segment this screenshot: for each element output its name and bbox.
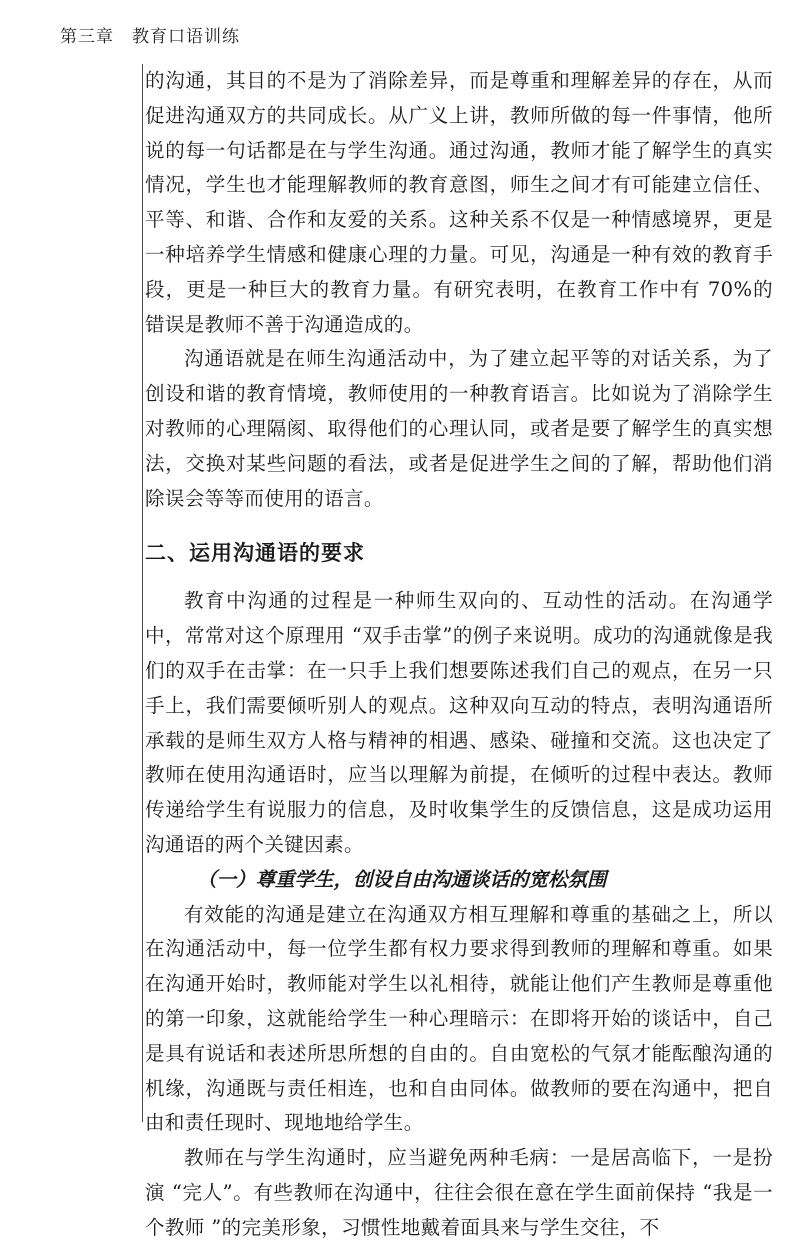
subsection-paragraph-1: 有效能的沟通是建立在沟通双方相互理解和尊重的基础之上，所以在沟通活动中，每一位学生都有权力要求得到教师的理解和尊重。如果在沟通开始时，教师能对学生以礼相待，就能让他们产生教师是尊重他的第一印象，这就能给学生一种心理暗示：在即将开始的谈话中，自己是具有说话和表述所思所想的自由的。自由宽松的气氛才能酝酿沟通的机缘，沟通既与责任相连，也和自由同体。做教师的要在沟通中，把自由和责任现时、现地地给学生。 [145,902,773,1135]
section-paragraph: 教育中沟通的过程是一种师生双向的、互动性的活动。在沟通学中，常常对这个原理用 “双手击掌”的例子来说明。成功的沟通就像是我们的双手在击掌：在一只手上我们想要陈述我们自己的观点，在另一只手上，我们需要倾听别人的观点。这种双向互动的特点，表明沟通语所承载的是师生双方人格与精神的相遇、感染、碰撞和交流。这也决定了教师在使用沟通语时，应当以理解为前提，在倾听的过程中表达。教师传递给学生有说服力的信息，及时收集学生的反馈信息，这是成功运用沟通语的两个关键因素。 [145,589,773,856]
paragraph-definition: 沟通语就是在师生沟通活动中，为了建立起平等的对话关系，为了创设和谐的教育情境，教师使用的一种教育语言。比如说为了消除学生对教师的心理隔阂、取得他们的心理认同，或者是要了解学生的真实想法，交换对某些问题的看法，或者是促进学生之间的了解，帮助他们消除误会等等而使用的语言。 [145,347,773,510]
running-head: 第三章 教育口语训练 [60,27,240,47]
section-heading: 二、运用沟通语的要求 [145,541,365,566]
margin-rule [142,64,143,1122]
paragraph-continued: 的沟通，其目的不是为了消除差异，而是尊重和理解差异的存在，从而促进沟通双方的共同成长。从广义上讲，教师所做的每一件事情，他所说的每一句话都是在与学生沟通。通过沟通，教师才能了解学生的真实情况，学生也才能理解教师的教育意图，师生之间才有可能建立信任、平等、和谐、合作和友爱的关系。这种关系不仅是一种情感境界，更是一种培养学生情感和健康心理的力量。可见，沟通是一种有效的教育手段，更是一种巨大的教育力量。有研究表明，在教育工作中有 70%的错误是教师不善于沟通造成的。 [145,69,773,336]
subsection-paragraph-2: 教师在与学生沟通时，应当避免两种毛病：一是居高临下，一是扮演 “完人”。有些教师在沟通中，往往会很在意在学生面前保持 “我是一个教师 ”的完美形象，习惯性地戴着面具来与学生交往，不 [145,1146,773,1239]
subsection-heading: （一）尊重学生，创设自由沟通谈话的宽松氛围 [197,867,607,891]
page-body [145,64,773,1246]
